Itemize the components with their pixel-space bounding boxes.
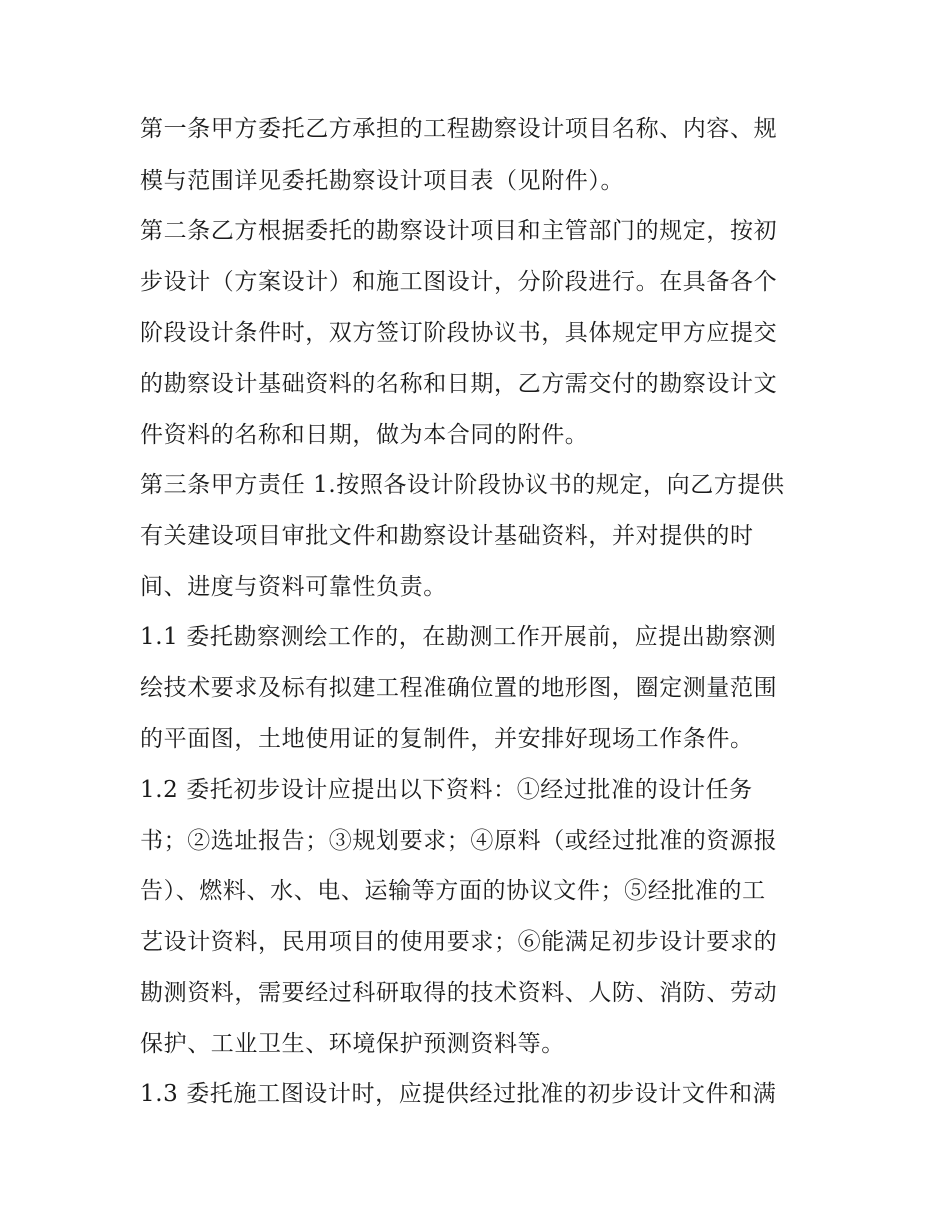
text-line: 书；②选址报告；③规划要求；④原料（或经过批准的资源报: [140, 828, 778, 854]
text-line: 步设计（方案设计）和施工图设计，分阶段进行。在具备各个: [140, 269, 778, 295]
text-line: 告）、燃料、水、电、运输等方面的协议文件；⑤经批准的工: [140, 878, 766, 904]
text-line: 勘测资料，需要经过科研取得的技术资料、人防、消防、劳动: [140, 980, 778, 1006]
text-line: 1.1 委托勘察测绘工作的，在勘测工作开展前，应提出勘察测: [140, 624, 777, 650]
text-line: 1.2 委托初步设计应提出以下资料：①经过批准的设计任务: [140, 777, 753, 803]
text-line: 件资料的名称和日期，做为本合同的附件。: [140, 422, 589, 448]
text-line: 1.3 委托施工图设计时，应提供经过批准的初步设计文件和满: [140, 1081, 777, 1107]
text-line: 第一条甲方委托乙方承担的工程勘察设计项目名称、内容、规: [140, 116, 778, 142]
text-line: 的勘察设计基础资料的名称和日期，乙方需交付的勘察设计文: [140, 371, 778, 397]
text-line: 有关建设项目审批文件和勘察设计基础资料，并对提供的时: [140, 523, 754, 549]
text-line: 第三条甲方责任 1.按照各设计阶段协议书的规定，向乙方提供: [140, 472, 785, 498]
text-line: 保护、工业卫生、环境保护预测资料等。: [140, 1031, 565, 1057]
text-line: 绘技术要求及标有拟建工程准确位置的地形图，圈定测量范围: [140, 675, 778, 701]
text-line: 阶段设计条件时，双方签订阶段协议书，具体规定甲方应提交: [140, 320, 778, 346]
text-line: 模与范围详见委托勘察设计项目表（见附件）。: [140, 168, 625, 194]
text-line: 艺设计资料，民用项目的使用要求；⑥能满足初步设计要求的: [140, 929, 778, 955]
text-line: 第二条乙方根据委托的勘察设计项目和主管部门的规定，按初: [140, 218, 778, 244]
text-line: 的平面图，土地使用证的复制件，并安排好现场工作条件。: [140, 726, 754, 752]
text-line: 间、进度与资料可靠性负责。: [140, 574, 447, 600]
